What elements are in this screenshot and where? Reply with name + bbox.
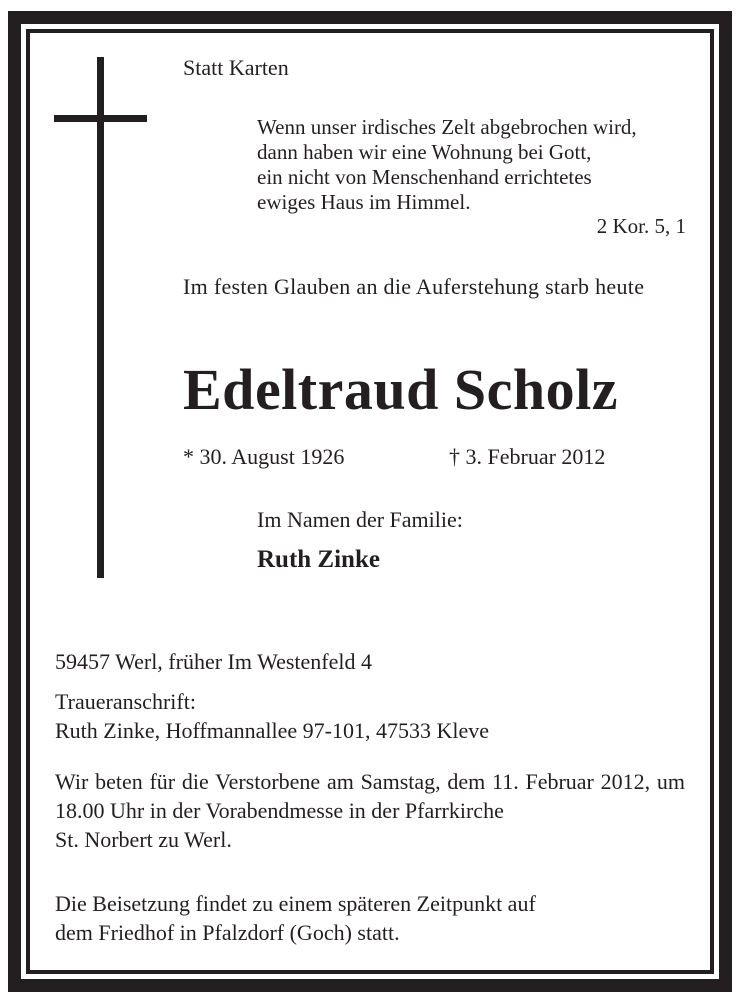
- deceased-name: Edeltraud Scholz: [183, 357, 618, 422]
- header-statt-karten: Statt Karten: [183, 55, 289, 80]
- burial-text-line: Die Beisetzung findet zu einem späteren Zeitpunkt auf: [55, 891, 536, 916]
- cross-icon-horizontal-bar: [54, 115, 147, 122]
- mourning-address-label: Traueranschrift:: [55, 689, 196, 714]
- cross-icon-vertical-bar: [97, 57, 104, 578]
- prayer-text-line: Wir beten für die Verstorbene am Samstag, dem 11. Februar 2012, um 18.00 Uhr in der Vorabendmesse in der Pfarrkirche: [55, 769, 685, 823]
- verse-line: ein nicht von Menschenhand errichtetes: [257, 165, 592, 189]
- burial-text-line: dem Friedhof in Pfalzdorf (Goch) statt.: [55, 920, 400, 945]
- deceased-address: 59457 Werl, früher Im Westenfeld 4: [55, 649, 373, 674]
- prayer-service-text: [55, 767, 685, 854]
- bible-verse: [257, 115, 637, 215]
- mourning-address: Ruth Zinke, Hoffmannallee 97-101, 47533 Kleve: [55, 718, 489, 743]
- birth-date: * 30. August 1926: [183, 444, 345, 469]
- verse-line: dann haben wir eine Wohnung bei Gott,: [257, 140, 592, 164]
- verse-line: ewiges Haus im Himmel.: [257, 190, 471, 214]
- burial-text: [55, 889, 685, 947]
- verse-line: Wenn unser irdisches Zelt abgebrochen wird,: [257, 115, 637, 139]
- intro-text: Im festen Glauben an die Auferstehung starb heute: [183, 274, 645, 299]
- mourning-address-block: [55, 687, 489, 745]
- verse-reference: 2 Kor. 5, 1: [596, 214, 686, 238]
- prayer-text-line: St. Norbert zu Werl.: [55, 827, 232, 852]
- death-date: † 3. Februar 2012: [449, 444, 606, 469]
- family-name: Ruth Zinke: [257, 546, 380, 573]
- family-label: Im Namen der Familie:: [257, 507, 463, 532]
